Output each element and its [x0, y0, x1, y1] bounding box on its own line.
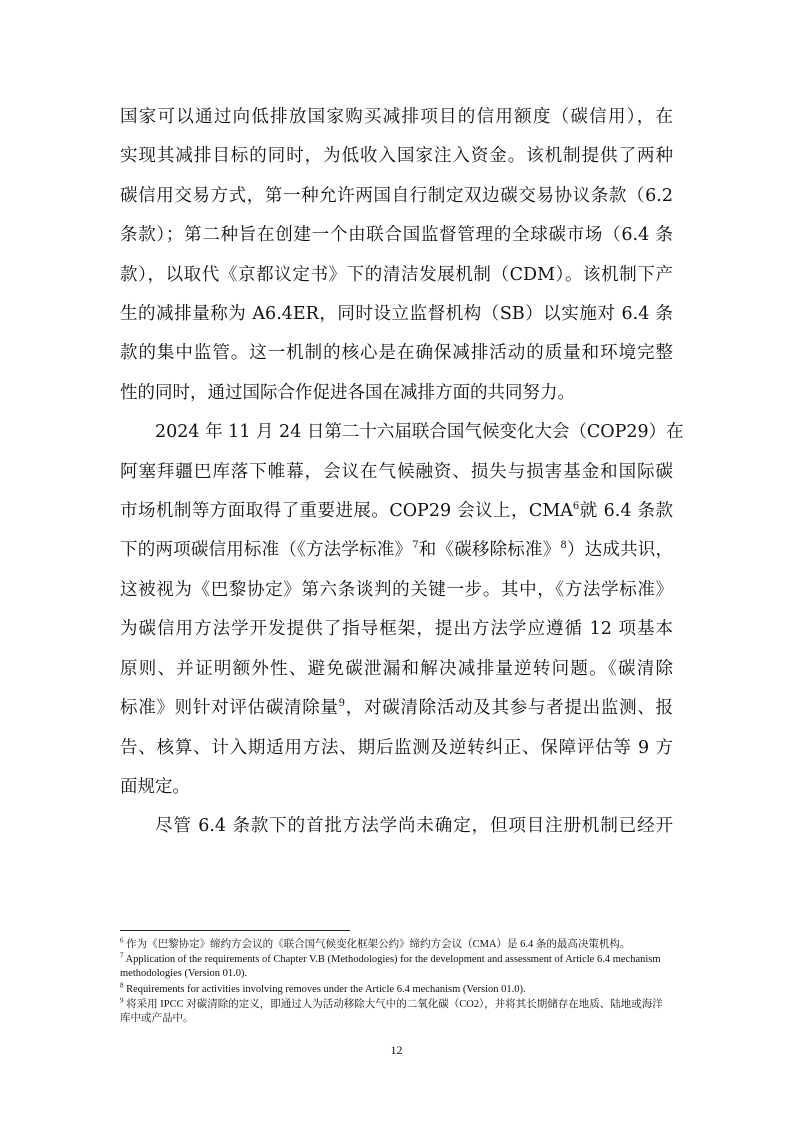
paragraph-2: [120, 413, 684, 807]
text-segment: 下的两项碳信用标准（《方法学标准》: [120, 540, 413, 561]
footnote-text: Application of the requirements of Chapter V.B (Methodologies) for the development and assessment of Article 6.4 mechanism methodologies (Version 01.0).: [120, 954, 661, 980]
footnote-mark: 6: [120, 936, 124, 945]
text-line: 款的集中监管。这一机制的核心是在确保减排活动的质量和环境完整: [120, 343, 673, 364]
text-segment: ，对碳清除活动及其参与者提出监测、报: [345, 698, 674, 719]
text-line: 国家可以通过向低排放国家购买减排项目的信用额度（碳信用），在: [120, 107, 673, 127]
text-line: 面规定。: [120, 776, 190, 797]
text-line: [120, 531, 673, 570]
text-segment: 市场机制等方面取得了重要进展。COP29 会议上，CMA: [120, 501, 573, 522]
text-segment: 就 6.4 条款: [579, 501, 673, 522]
footnote-mark: 8: [120, 981, 124, 990]
footnote-6: [120, 938, 673, 952]
body-text: [120, 98, 684, 847]
footnote-ref-7[interactable]: 7: [412, 540, 419, 552]
footnote-ref-9[interactable]: 9: [338, 698, 346, 710]
text-line: [120, 492, 673, 531]
text-line: 款），以取代《京都议定书》下的清洁发展机制（CDM）。该机制下产: [120, 264, 673, 285]
text-line: [120, 689, 673, 728]
footnote-9: [120, 998, 673, 1026]
text-line: 为碳信用方法学开发提供了指导框架，提出方法学应遵循 12 项基本: [120, 619, 673, 640]
text-segment: 标准》则针对评估碳清除量: [120, 698, 339, 719]
footnote-text: 作为《巴黎协定》缔约方会议的《联合国气候变化框架公约》缔约方会议（CMA）是 6.4 条的最高决策机构。: [126, 939, 631, 950]
text-segment: 和《碳移除标准》: [418, 540, 561, 561]
footnote-ref-8[interactable]: 8: [560, 540, 567, 552]
footnote-text: Requirements for activities involving removes under the Article 6.4 mechanism (Version 01.0).: [126, 983, 526, 995]
footnote-8: [120, 983, 673, 997]
text-line: 碳信用交易方式，第一种允许两国自行制定双边碳交易协议条款（6.2: [120, 185, 673, 206]
footnote-text: 将采用 IPCC 对碳清除的定义，即通过人为活动移除大气中的二氧化碳（CO2），并将其长期储存在地质、陆地或海洋库中或产品中。: [120, 998, 663, 1025]
text-line: 原则、并证明额外性、避免碳泄漏和解决减排量逆转问题。《碳清除: [120, 658, 673, 679]
text-line: 实现其减排目标的同时，为低收入国家注入资金。该机制提供了两种: [120, 146, 673, 167]
paragraph-1: [120, 98, 673, 413]
text-line: 性的同时，通过国际合作促进各国在减排方面的共同努力。: [120, 382, 575, 403]
text-line: 条款）；第二种旨在创建一个由联合国监督管理的全球碳市场（6.4 条: [120, 225, 673, 246]
text-line: 生的减排量称为 A6.4ER，同时设立监督机构（SB）以实施对 6.4 条: [120, 304, 673, 325]
footnotes: [120, 938, 673, 1027]
text-line: 阿塞拜疆巴库落下帷幕，会议在气候融资、损失与损害基金和国际碳: [120, 461, 673, 482]
text-line: 2024 年 11 月 24 日第二十六届联合国气候变化大会（COP29）在: [155, 422, 684, 443]
footnote-ref-6[interactable]: 6: [572, 501, 580, 513]
footnote-7: [120, 953, 673, 981]
footnote-mark: 9: [120, 996, 124, 1005]
text-line: 告、核算、计入期适用方法、期后监测及逆转纠正、保障评估等 9 方: [120, 737, 673, 758]
footnote-mark: 7: [120, 951, 124, 960]
footnote-divider: [120, 930, 350, 931]
text-line: 这被视为《巴黎协定》第六条谈判的关键一步。其中，《方法学标准》: [120, 579, 673, 600]
text-line: 尽管 6.4 条款下的首批方法学尚未确定，但项目注册机制已经开: [155, 816, 673, 837]
page-number: 12: [390, 1043, 403, 1057]
paragraph-3: [120, 807, 673, 846]
text-segment: ）达成共识，: [566, 540, 673, 561]
